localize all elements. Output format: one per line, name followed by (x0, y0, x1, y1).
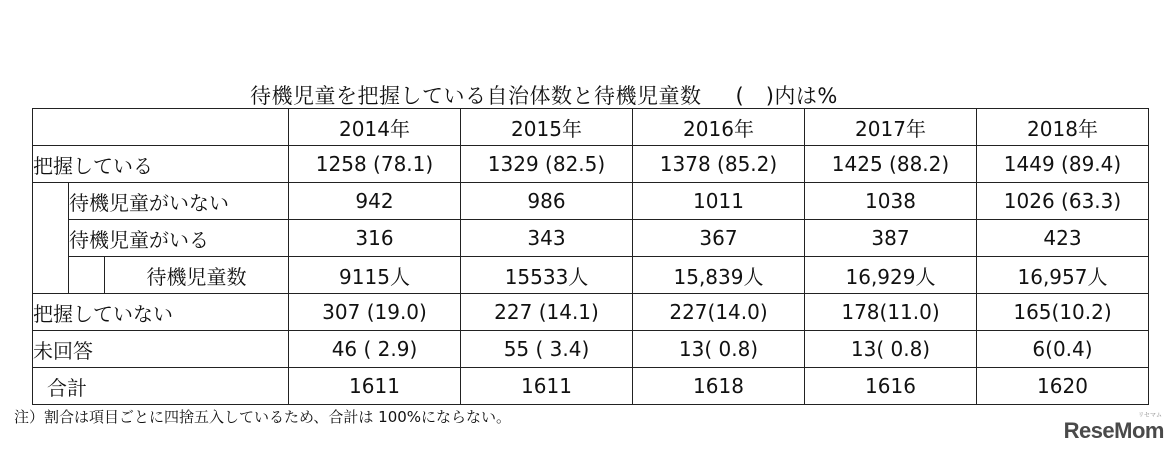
cell: 367 (633, 220, 805, 257)
logo-subtext: リセマム (1138, 412, 1162, 419)
cell: 1611 (461, 368, 633, 405)
title-main: 待機児童を把握している自治体数と待機児童数 (250, 84, 702, 108)
cell: 1616 (805, 368, 977, 405)
header-row (33, 109, 1149, 146)
cell: 1378 (85.2) (633, 146, 805, 183)
indent-spacer (33, 183, 69, 294)
cell: 227(14.0) (633, 294, 805, 331)
table-row (33, 294, 1149, 331)
row-label: 待機児童数 (105, 257, 289, 294)
cell: 13( 0.8) (805, 331, 977, 368)
row-label: 把握していない (33, 294, 289, 331)
year-header: 2018年 (977, 109, 1149, 146)
cell: 227 (14.1) (461, 294, 633, 331)
cell: 307 (19.0) (289, 294, 461, 331)
title-unit: ( )内は% (735, 84, 838, 108)
resemom-logo: ReseMom (1063, 418, 1164, 443)
footnote: 注）割合は項目ごとに四捨五入しているため、合計は 100%にならない。 (14, 408, 512, 426)
table-row (33, 183, 1149, 220)
year-header: 2015年 (461, 109, 633, 146)
table-row (33, 331, 1149, 368)
cell: 1026 (63.3) (977, 183, 1149, 220)
cell: 165(10.2) (977, 294, 1149, 331)
cell: 16,929人 (805, 257, 977, 294)
indent-spacer (69, 257, 105, 294)
year-header: 2014年 (289, 109, 461, 146)
row-label: 待機児童がいる (69, 220, 289, 257)
cell: 1620 (977, 368, 1149, 405)
cell: 1611 (289, 368, 461, 405)
cell: 1618 (633, 368, 805, 405)
cell: 178(11.0) (805, 294, 977, 331)
cell: 15533人 (461, 257, 633, 294)
table-row (33, 220, 1149, 257)
row-label: 未回答 (33, 331, 289, 368)
cell: 46 ( 2.9) (289, 331, 461, 368)
table-row (33, 257, 1149, 294)
cell: 9115人 (289, 257, 461, 294)
table-row (33, 146, 1149, 183)
table-row (33, 368, 1149, 405)
header-corner (33, 109, 289, 146)
cell: 1425 (88.2) (805, 146, 977, 183)
cell: 343 (461, 220, 633, 257)
data-table (32, 108, 1149, 405)
cell: 423 (977, 220, 1149, 257)
cell: 1011 (633, 183, 805, 220)
cell: 6(0.4) (977, 331, 1149, 368)
cell: 1329 (82.5) (461, 146, 633, 183)
cell: 13( 0.8) (633, 331, 805, 368)
cell: 55 ( 3.4) (461, 331, 633, 368)
cell: 942 (289, 183, 461, 220)
row-label: 待機児童がいない (69, 183, 289, 220)
cell: 316 (289, 220, 461, 257)
row-label: 合計 (33, 368, 289, 405)
cell: 1038 (805, 183, 977, 220)
cell: 986 (461, 183, 633, 220)
cell: 16,957人 (977, 257, 1149, 294)
row-label: 把握している (33, 146, 289, 183)
cell: 1449 (89.4) (977, 146, 1149, 183)
cell: 1258 (78.1) (289, 146, 461, 183)
year-header: 2017年 (805, 109, 977, 146)
cell: 15,839人 (633, 257, 805, 294)
table-title (250, 80, 950, 110)
cell: 387 (805, 220, 977, 257)
year-header: 2016年 (633, 109, 805, 146)
